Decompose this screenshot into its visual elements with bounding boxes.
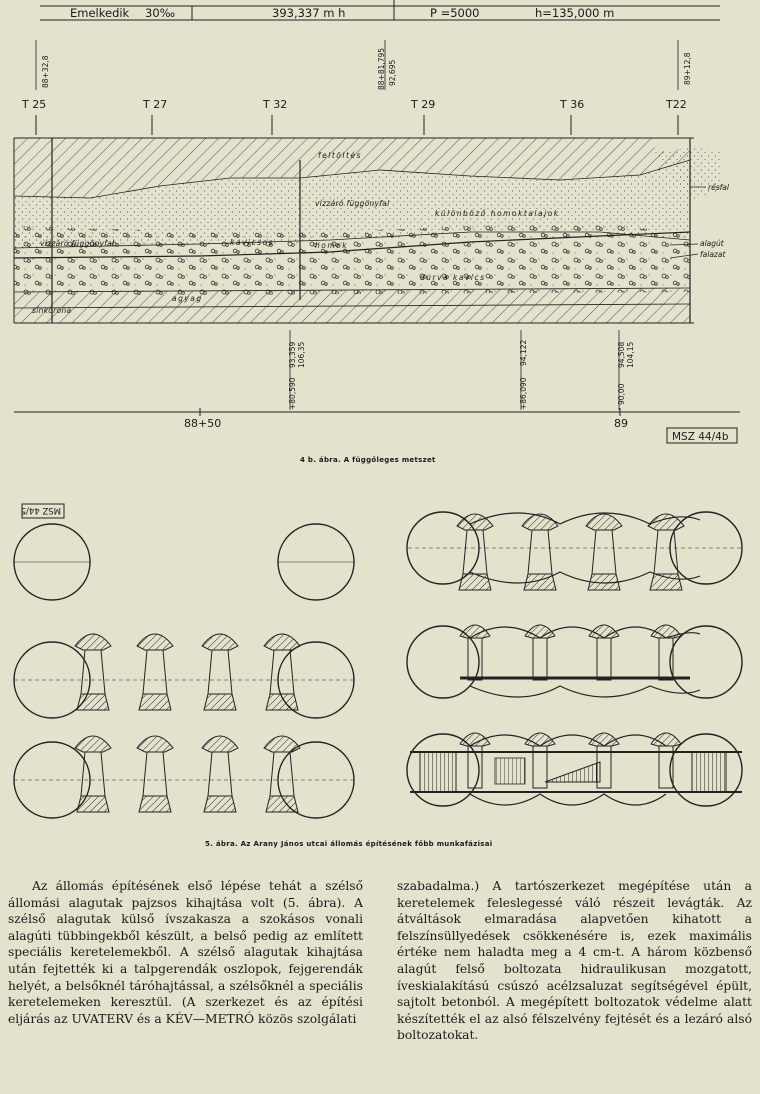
gradient-value: 30‰	[145, 6, 176, 20]
figure-4b-code: MSZ 44/4b	[672, 431, 729, 443]
chainage-8850: 88+50	[184, 417, 222, 430]
elev-1b: 93,359	[288, 341, 297, 368]
label-alagut: alagút	[700, 239, 724, 248]
body-text-right	[397, 878, 752, 1044]
phase-5	[407, 625, 742, 698]
paragraph-left: Az állomás építésének első lépése tehát a szélső állomási alagutak pajzsos kihajtása volt (5. ábra). A szélső alagutak külső ívszakasza a szokásos vonali alagúti tübbingekből készült, a belső pedig az említett speciális keretelemekből. A szélső alagutak kihajtása után fejtették ki a talpgerendák oszlopok, fejgerendák helyét, a belsőknél táróhajtással, a szélsőknél a speciális keretelemeken keresztül. (A szerkezet és az építési eljárás az UVATERV és a KÉV—METRÓ közös szolgálati	[8, 879, 363, 1026]
figure-5-phases	[0, 490, 760, 840]
label-agyag: agyag	[172, 294, 203, 303]
label-durva: durva kavics	[420, 273, 486, 282]
tunnel-labels	[21, 98, 687, 135]
figure-5-code: MSZ 44/5	[20, 505, 61, 515]
body-text-left	[8, 878, 363, 1027]
phase-6	[407, 733, 742, 806]
tunnel-t25: T 25	[22, 98, 47, 111]
station-top-3: 92,695	[388, 59, 397, 86]
label-sinkorona: sínkorona	[32, 306, 72, 315]
tunnel-t36: T 36	[560, 98, 585, 111]
elev-2b: 94,122	[519, 339, 528, 366]
elev-1c: 106,35	[297, 341, 306, 368]
figure-5-caption: 5. ábra. Az Arany János utcai állomás építésének főbb munkafázisai	[205, 840, 493, 848]
label-falazat: falazat	[700, 250, 726, 259]
paragraph-right: szabadalma.) A tartószerkezet megépítése után a keretelemek feleslegessé váló részeit levágták. Az átváltások elmaradása alapvetően kihatott a felszínsüllyedések csökkenésére is, ezek maximális értéke nem haladta meg a 4 cm-t. A három közbenső alagút felső boltozata hidraulikusan mozgatott, íveskialakítású csúszó acélzsaluzat segítségével épült, sajtolt betonból. A megépített boltozatok védelme alatt készítették el az alsó félszelvény fejtését és a lezáró alsó boltozatokat.	[397, 879, 752, 1043]
elev-2a: +86,090	[519, 377, 528, 410]
phase-4	[407, 512, 742, 590]
tunnel-t29: T 29	[411, 98, 436, 111]
radius-value: P =5000	[430, 6, 480, 20]
elevations	[288, 330, 635, 410]
station-top-1: 88+32,8	[41, 55, 50, 88]
label-feltoltes: feltöltés	[318, 151, 362, 160]
elev-1a: +80,590	[288, 377, 297, 410]
figure-4b-section	[0, 0, 760, 460]
elev-3c: 104,15	[626, 341, 635, 368]
label-homok: homok	[315, 241, 349, 250]
station-top-2: 88+81,795	[377, 47, 386, 90]
label-kulonbozo: különböző homoktalajok	[435, 209, 560, 218]
soil-profile	[14, 138, 720, 323]
phase-2	[14, 634, 354, 718]
station-top-4: 89+12,8	[683, 52, 692, 85]
height-value: h=135,000 m	[535, 6, 615, 20]
figure-4b-caption: 4 b. ábra. A függőleges metszet	[300, 456, 436, 464]
elev-3b: 94,508	[617, 341, 626, 368]
tunnel-t32: T 32	[263, 98, 288, 111]
tunnel-t27: T 27	[143, 98, 168, 111]
distance-value: 393,337 m h	[272, 6, 346, 20]
tunnel-t22: T22	[666, 98, 687, 111]
label-vizzaro-left: vízzáró függönyfal	[40, 239, 115, 248]
label-resfal: résfal	[708, 183, 729, 192]
gradient-label: Emelkedik	[70, 6, 130, 20]
phase-3	[14, 736, 354, 818]
top-stations	[36, 40, 692, 90]
label-vizzaro-top: vízzáró függönyfal	[315, 199, 390, 208]
label-kavicsos: kavicsos	[230, 238, 274, 247]
chainage-89: 89	[614, 417, 628, 430]
elev-3a: 90,00	[617, 383, 626, 405]
